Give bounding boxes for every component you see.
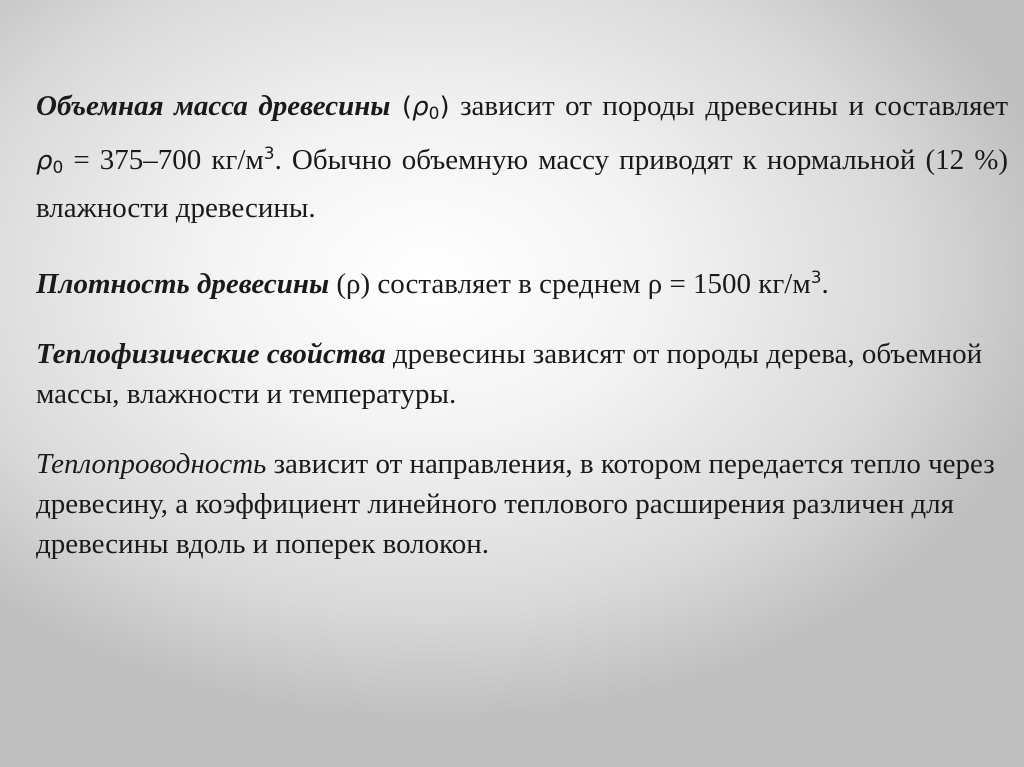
density-text-2: . [821,268,829,300]
paren-open: ( [390,92,413,122]
density-unit-superscript: 3 [810,268,822,288]
unit-superscript: 3 [263,144,275,164]
term-density: Плотность древесины [36,268,330,300]
rho-symbol-2: ρ [36,146,53,176]
paragraph-density [36,258,1008,304]
paragraph-conductivity [36,444,1008,564]
paren-close: ) [439,92,450,122]
paragraph-thermophysical [36,334,1008,414]
conductivity-text: зависит от направления, в котором передается тепло через древесину, а коэффициент линейного теплового расширения различен для древесины вдоль и поперек волокон. [36,448,995,560]
paragraph-bulk-density [36,86,1008,228]
rho-symbol: ρ [412,92,429,122]
bulk-density-text-1: зависит от породы древесины и составляет [449,90,1008,122]
term-thermophysical: Теплофизические свойства [36,338,386,370]
bulk-density-value: = 375–700 кг/м [63,144,264,176]
term-conductivity: Теплопроводность [36,448,267,480]
thermophysical-text: древесины зависят от породы дерева, объемной массы, влажности и температуры. [36,338,983,410]
text-body [36,86,1008,594]
rho-subscript: 0 [428,104,440,124]
density-text-1: (ρ) составляет в среднем ρ = 1500 кг/м [329,268,811,300]
bulk-density-text-2: . Обычно объемную массу приводят к нормальной (12 %) влажности древесины. [36,144,1009,224]
term-bulk-density: Объемная масса древесины [36,90,391,122]
rho-subscript-2: 0 [52,158,64,178]
